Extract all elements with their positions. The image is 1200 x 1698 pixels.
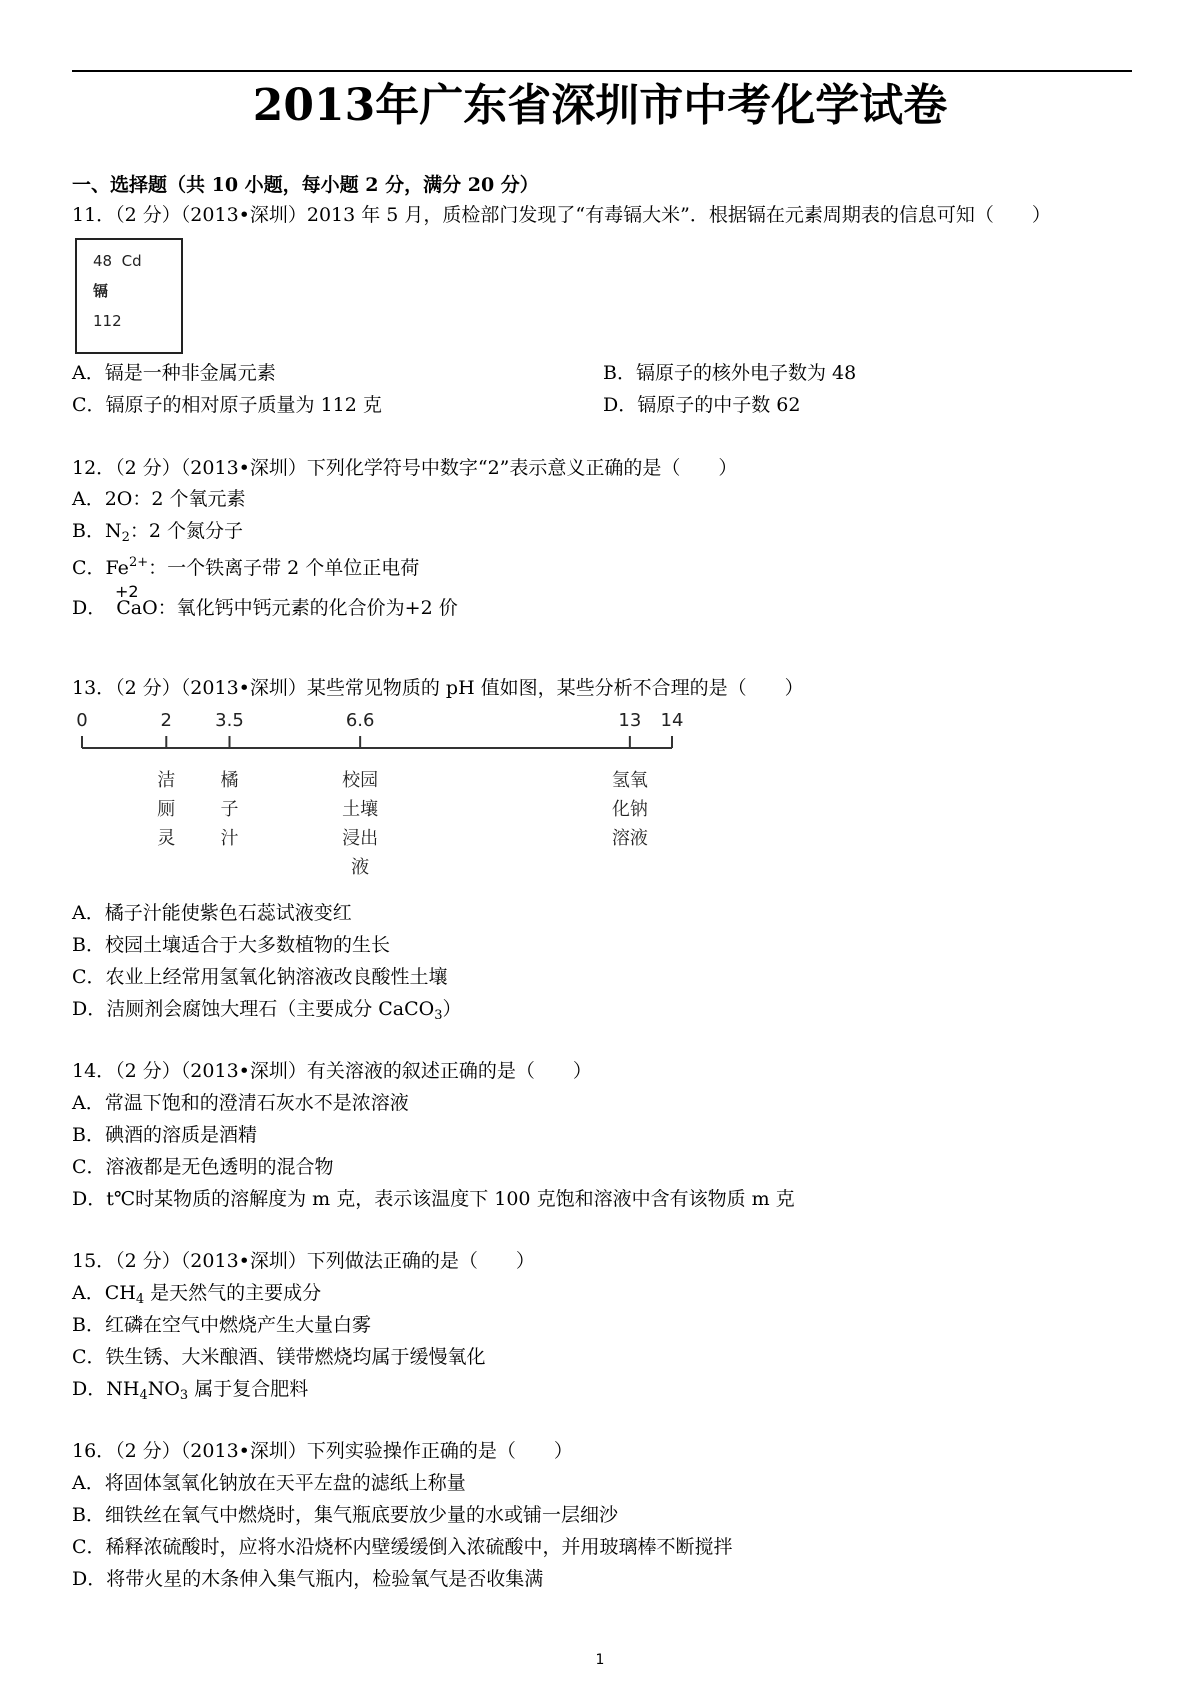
ph-substance-label: 液 <box>351 857 370 878</box>
question-13-option-a: A．橘子汁能使紫色石蕊试液变红 <box>72 902 352 924</box>
question-12-stem: 12．（2 分）（2013•深圳）下列化学符号中数字“2”表示意义正确的是（ ） <box>72 457 738 479</box>
question-12-option-c: C．$Fe^{2+}$：一个铁离子带 2 个单位正电荷 <box>72 555 420 579</box>
element-mass: 112 <box>93 312 122 330</box>
question-15-option-c: C．铁生锈、大米酿酒、镁带燃烧均属于缓慢氧化 <box>72 1346 486 1368</box>
ph-tick-label: 0 <box>76 710 88 731</box>
question-13-option-b: B．校园土壤适合于大多数植物的生长 <box>72 934 390 956</box>
section-heading: 一、选择题（共 10 小题，每小题 2 分，满分 20 分） <box>72 174 539 196</box>
ph-substance-label: 汁 <box>220 828 239 849</box>
question-11-option-a: A．镉是一种非金属元素 <box>72 362 276 384</box>
question-15-option-b: B．红磷在空气中燃烧产生大量白雾 <box>72 1314 371 1336</box>
question-15-stem: 15．（2 分）（2013•深圳）下列做法正确的是（ ） <box>72 1250 535 1272</box>
ph-tick-label: 6.6 <box>345 710 375 731</box>
valence-mark: +2 <box>115 582 139 601</box>
top-rule <box>72 70 1132 72</box>
question-13-option-c: C．农业上经常用氢氧化钠溶液改良酸性土壤 <box>72 966 448 988</box>
ph-tick-label: 13 <box>618 710 642 731</box>
ph-tick-label: 2 <box>160 710 173 731</box>
question-16-option-a: A．将固体氢氧化钠放在天平左盘的滤纸上称量 <box>72 1472 466 1494</box>
question-14-stem: 14．（2 分）（2013•深圳）有关溶液的叙述正确的是（ ） <box>72 1060 592 1082</box>
ph-substance-label: 土壤 <box>342 799 379 820</box>
question-16-option-d: D．将带火星的木条伸入集气瓶内，检验氧气是否收集满 <box>72 1568 544 1590</box>
question-12-option-d: D． CaO：氧化钙中钙元素的化合价为+2 价 <box>72 597 458 619</box>
question-16-option-c: C．稀释浓硫酸时，应将水沿烧杯内壁缓缓倒入浓硫酸中，并用玻璃棒不断搅拌 <box>72 1536 733 1558</box>
page-number: 1 <box>595 1652 605 1668</box>
question-11-option-c: C．镉原子的相对原子质量为 112 克 <box>72 394 382 416</box>
question-14-option-c: C．溶液都是无色透明的混合物 <box>72 1156 334 1178</box>
question-14-option-a: A．常温下饱和的澄清石灰水不是浓溶液 <box>72 1092 409 1114</box>
ph-substance-label: 橘 <box>220 770 239 791</box>
question-13-option-d: D．洁厕剂会腐蚀大理石（主要成分 CaCO$_3$） <box>72 998 462 1023</box>
ph-substance-label: 氢氧 <box>611 770 648 791</box>
ph-tick-label: 3.5 <box>215 710 244 731</box>
element-number-symbol: 48 Cd <box>93 252 142 270</box>
ph-substance-label: 溶液 <box>611 828 648 849</box>
question-14-option-b: B．碘酒的溶质是酒精 <box>72 1124 257 1146</box>
question-15-option-d: D．$NH_4NO_3$ 属于复合肥料 <box>72 1378 309 1403</box>
question-11-stem: 11．（2 分）（2013•深圳）2013 年 5 月，质检部门发现了“有毒镉大米”．根据镉在元素周期表的信息可知（ ） <box>72 204 1051 226</box>
ph-scale-diagram <box>70 708 690 893</box>
ph-substance-label: 厕 <box>157 799 176 820</box>
question-16-stem: 16．（2 分）（2013•深圳）下列实验操作正确的是（ ） <box>72 1440 573 1462</box>
element-name: 镉 <box>93 282 109 300</box>
question-11-option-b: B．镉原子的核外电子数为 48 <box>603 362 857 384</box>
ph-substance-label: 子 <box>220 799 239 820</box>
question-11-option-d: D．镉原子的中子数 62 <box>603 394 801 416</box>
ph-substance-label: 化钠 <box>611 799 648 820</box>
ph-substance-label: 校园 <box>342 770 379 791</box>
question-15-option-a: A．$CH_4$ 是天然气的主要成分 <box>72 1282 322 1307</box>
question-12-option-a: A．2O：2 个氧元素 <box>72 488 246 510</box>
question-16-option-b: B．细铁丝在氧气中燃烧时，集气瓶底要放少量的水或铺一层细沙 <box>72 1504 618 1526</box>
ph-substance-label: 灵 <box>157 828 176 849</box>
ph-substance-label: 洁 <box>157 770 176 791</box>
periodic-element-card <box>75 238 183 354</box>
question-12-option-b: B．$N_2$：2 个氮分子 <box>72 520 244 545</box>
ph-substance-label: 浸出 <box>342 828 379 849</box>
page-title: 2013年广东省深圳市中考化学试卷 <box>252 80 948 131</box>
question-14-option-d: D．t℃时某物质的溶解度为 m 克，表示该温度下 100 克饱和溶液中含有该物质 m 克 <box>72 1188 795 1210</box>
ph-tick-label: 14 <box>660 710 684 731</box>
question-13-stem: 13．（2 分）（2013•深圳）某些常见物质的 pH 值如图，某些分析不合理的是（ ） <box>72 677 804 699</box>
